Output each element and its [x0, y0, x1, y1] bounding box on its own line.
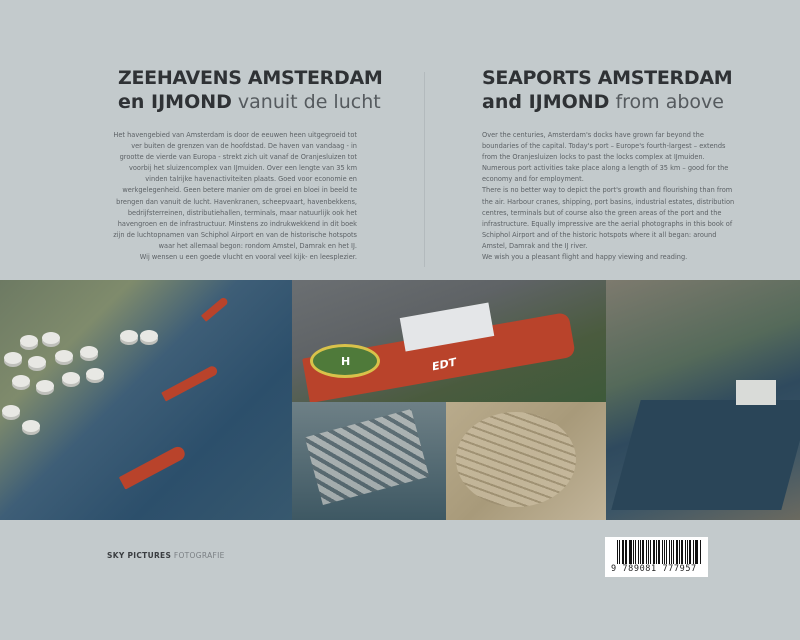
photo-amsterdam-canals: [606, 280, 800, 520]
dutch-title: [118, 66, 382, 114]
barcode-bar: [625, 540, 626, 564]
barcode-bar: [658, 540, 660, 564]
english-title-line2: [482, 90, 732, 114]
english-title-bold: and IJMOND: [482, 91, 610, 113]
barcode-bar: [642, 540, 644, 564]
isbn-number: 9 789081 777957: [611, 564, 697, 574]
barcode-bar: [633, 540, 634, 564]
dutch-title-light: vanuit de lucht: [237, 91, 381, 113]
helideck: [310, 344, 380, 378]
barcode-bar: [640, 540, 641, 564]
barcode-bar: [664, 540, 665, 564]
barcode-bar: [638, 540, 639, 564]
photo-historic-map: [446, 402, 606, 520]
photo-supply-ship: [292, 280, 606, 402]
barcode-bar: [700, 540, 701, 564]
english-title-light: from above: [615, 91, 724, 113]
barcode-bar: [662, 540, 663, 564]
dutch-blurb: [112, 130, 357, 263]
barcode-bar: [673, 540, 674, 564]
barcode-bar: [650, 540, 651, 564]
barcode-bar: [669, 540, 670, 564]
english-title: [482, 66, 732, 114]
barcode-bar: [648, 540, 649, 564]
barcode-bar: [695, 540, 696, 564]
barcode-bar: [646, 540, 647, 564]
column-divider: [424, 72, 425, 267]
barcode-bar: [685, 540, 686, 564]
publisher-suffix: FOTOGRAFIE: [173, 551, 225, 560]
ship-name: EDT: [432, 355, 457, 374]
dutch-title-bold: en IJMOND: [118, 91, 232, 113]
barcode-bar: [635, 540, 637, 564]
barcode-bar: [629, 540, 632, 564]
helideck-letter: H: [341, 355, 351, 368]
barcode-bar: [693, 540, 694, 564]
english-paragraph: There is no better way to depict the port's growth and flourishing than from the air. Harbour cranes, shipping, port basins, industrial estates, distribution centres, terminals but of course also the green areas of the port and the infrastructure. Equally impressive are the aerial photographs in this book of Schiphol Airport and of the historic hotspots where it all began: around Amstel, Damrak and the IJ river.: [482, 186, 735, 250]
dutch-title-line2: [118, 90, 382, 114]
barcode-bar: [656, 540, 657, 564]
dutch-title-line1: ZEEHAVENS AMSTERDAM: [118, 67, 383, 89]
barcode-bar: [681, 540, 684, 564]
photo-houseboats: [292, 402, 446, 520]
publisher-logo: [107, 551, 225, 560]
english-paragraph: Over the centuries, Amsterdam's docks have grown far beyond the boundaries of the capital. Today's port – Europe's fourth-largest – extends from the Oranjesluizen locks to past the locks complex at IJmuiden. Numerous port activities take place along a length of 35 km – good for the economy and for employment.: [482, 131, 729, 184]
barcode-bar: [676, 540, 678, 564]
barcode-bar: [622, 540, 624, 564]
barcode-bar: [653, 540, 656, 564]
barcode-bar: [619, 540, 620, 564]
barcode-bar: [617, 540, 618, 564]
isbn-barcode: [605, 537, 708, 577]
dutch-paragraph: Wij wensen u een goede vlucht en vooral veel kijk- en leesplezier.: [139, 253, 357, 262]
barcode-bar: [666, 540, 668, 564]
english-title-line1: SEAPORTS AMSTERDAM: [482, 67, 733, 89]
barcode-bar: [696, 540, 698, 564]
aerial-photo-strip: [0, 280, 800, 520]
dutch-paragraph: Het havengebied van Amsterdam is door de eeuwen heen uitgegroeid tot ver buiten de grenzen van de hoofdstad. De haven van vandaag - in grootte de vierde van Europa - strekt zich uit vanaf de Oranjesluizen tot voorbij het sluizencomplex van IJmuiden. Over een lengte van 35 km vinden talrijke havenactiviteiten plaats. Goed voor economie en werkgelegenheid. Geen betere manier om de groei en bloei in beeld te brengen dan vanuit de lucht. Havenkranen, scheepvaart, havenbekkens, bedrijfsterreinen, distributiehallen, terminals, maar natuurlijk ook het havengroen en de infrastructuur. Minstens zo indrukwekkend in dit boek zijn de luchtopnamen van Schiphol Airport en van de historische hotspots waar het allemaal begon: rondom Amstel, Damrak en het IJ.: [113, 131, 357, 250]
barcode-bar: [679, 540, 680, 564]
barcode-bar: [626, 540, 627, 564]
barcode-bar: [687, 540, 688, 564]
barcode-bar: [689, 540, 691, 564]
barcode-bars: [617, 540, 702, 564]
publisher-name: SKY PICTURES: [107, 551, 172, 560]
barcode-bar: [671, 540, 672, 564]
photo-oil-terminal: [0, 280, 292, 520]
english-blurb: [482, 130, 737, 263]
english-paragraph: We wish you a pleasant flight and happy viewing and reading.: [482, 253, 688, 262]
